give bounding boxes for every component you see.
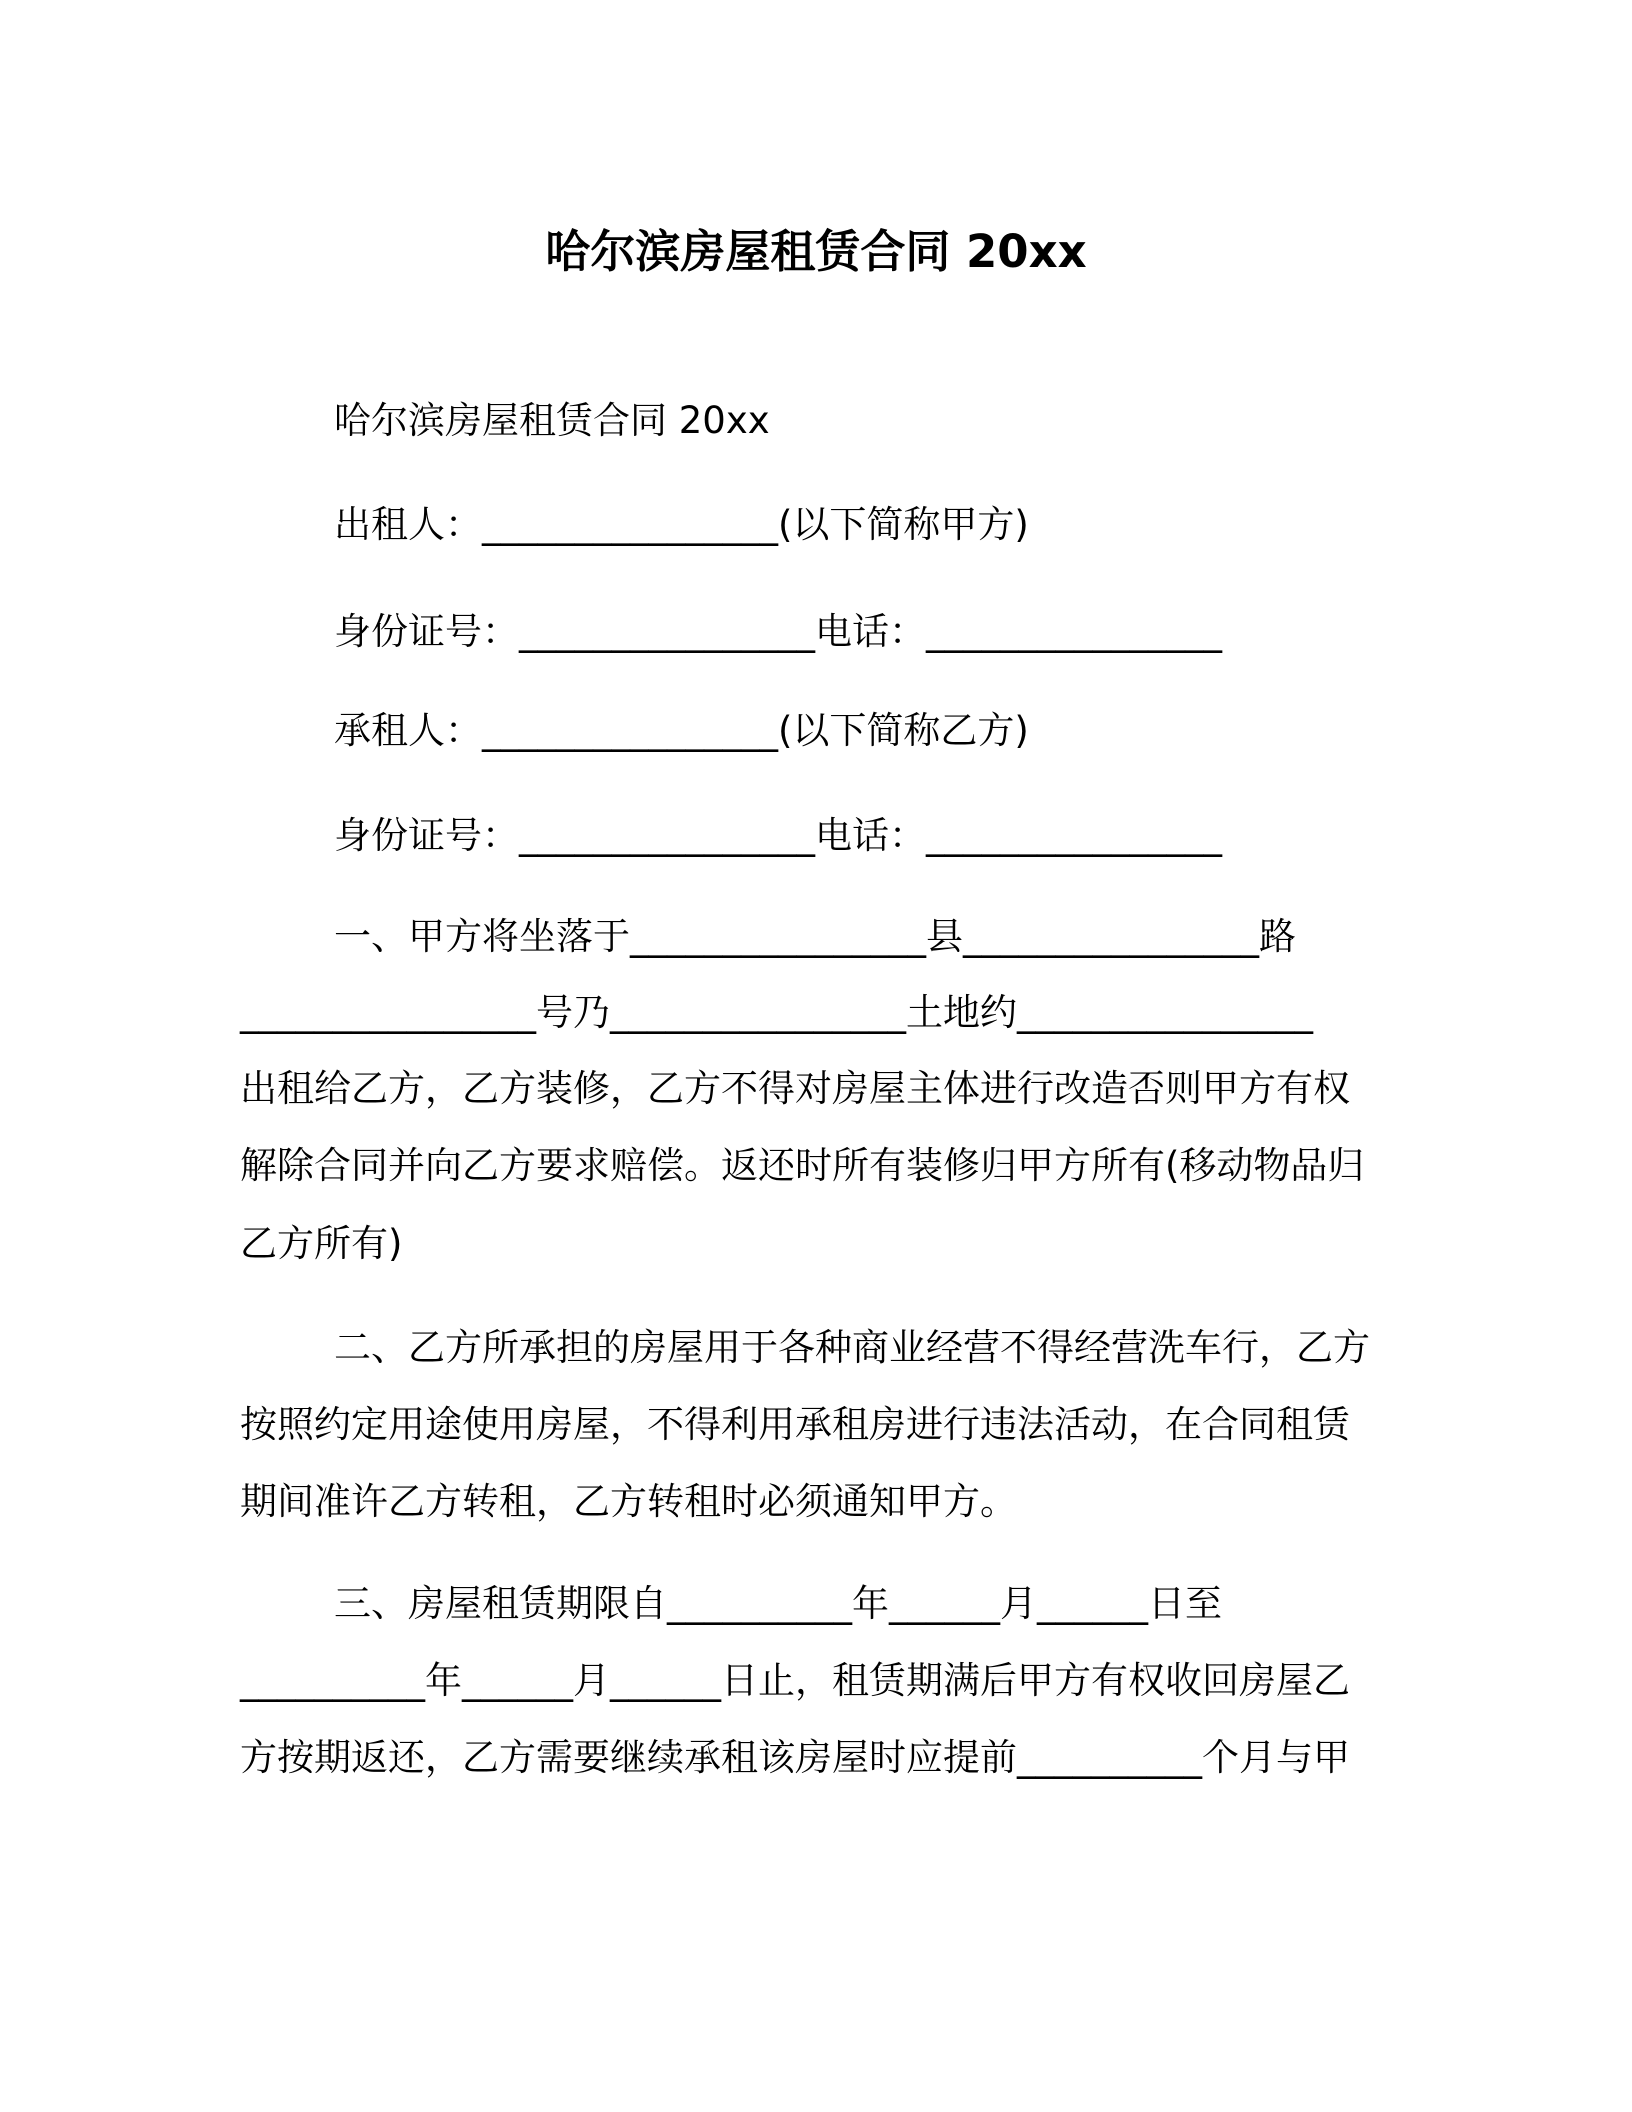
lessor-id-phone-line: 身份证号：________________电话：________________ — [334, 610, 1222, 653]
clause-3-line-1: 三、房屋租赁期限自__________年______月______日至 — [334, 1582, 1222, 1625]
clause-1-line-3: 出租给乙方，乙方装修，乙方不得对房屋主体进行改造否则甲方有权 — [240, 1067, 1350, 1110]
clause-2-line-1: 二、乙方所承担的房屋用于各种商业经营不得经营洗车行，乙方 — [334, 1326, 1370, 1369]
subtitle-line: 哈尔滨房屋租赁合同 20xx — [334, 399, 770, 442]
lessee-id-phone-line: 身份证号：________________电话：________________ — [334, 814, 1222, 857]
lessor-line: 出租人：________________(以下简称甲方) — [334, 503, 1029, 546]
clause-2-line-3: 期间准许乙方转租，乙方转租时必须通知甲方。 — [240, 1480, 1017, 1523]
clause-3-line-2: __________年______月______日止，租赁期满后甲方有权收回房屋乙 — [240, 1659, 1350, 1702]
lessee-line: 承租人：________________(以下简称乙方) — [334, 709, 1029, 752]
clause-1-line-4: 解除合同并向乙方要求赔偿。返还时所有装修归甲方所有(移动物品归 — [240, 1144, 1365, 1187]
clause-3-line-3: 方按期返还，乙方需要继续承租该房屋时应提前__________个月与甲 — [240, 1736, 1350, 1779]
clause-1-line-1: 一、甲方将坐落于________________县________________路 — [334, 915, 1296, 958]
clause-1-line-2: ________________号乃________________土地约________________ — [240, 991, 1313, 1034]
clause-1-line-5: 乙方所有) — [240, 1222, 403, 1265]
clause-2-line-2: 按照约定用途使用房屋，不得利用承租房进行违法活动，在合同租赁 — [240, 1403, 1350, 1446]
document-title: 哈尔滨房屋租赁合同 20xx — [545, 225, 1087, 278]
